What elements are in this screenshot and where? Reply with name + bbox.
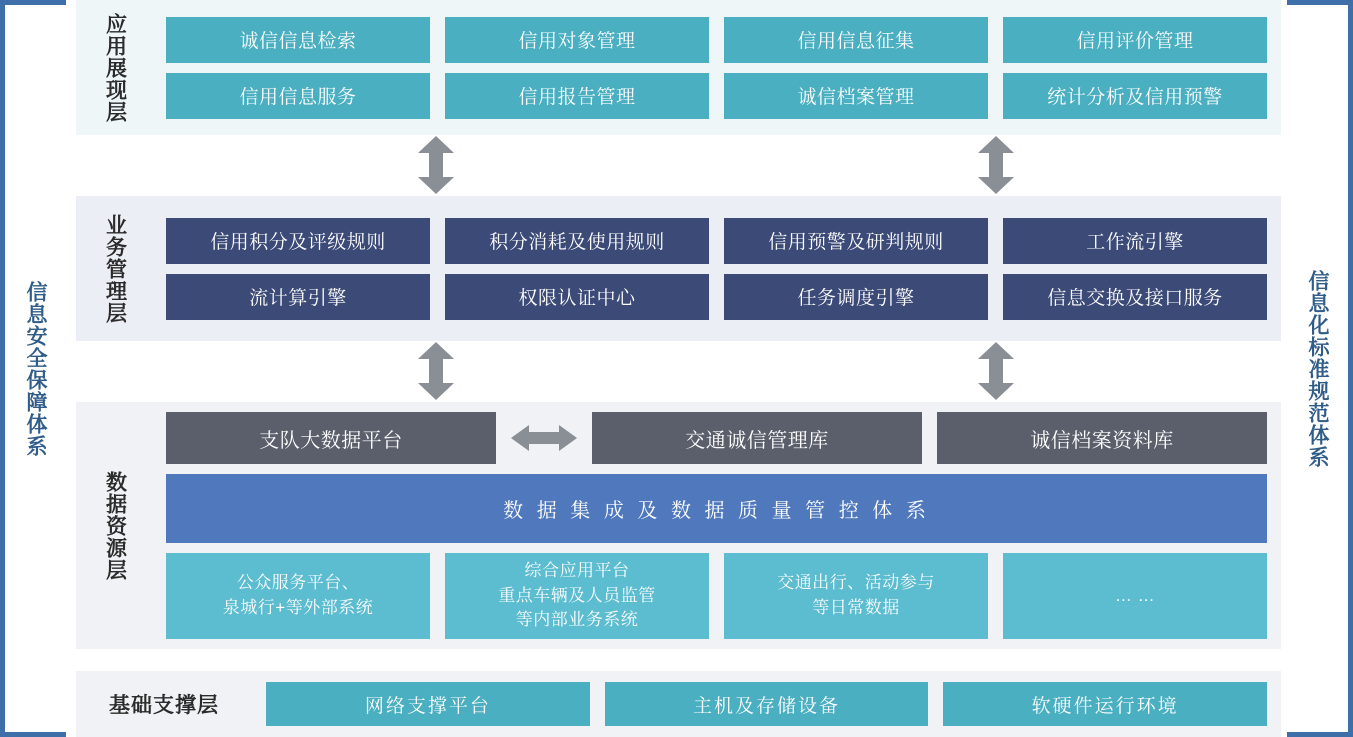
layer-infrastructure (76, 671, 1281, 737)
connector-arrow-app-biz-left (416, 136, 456, 194)
connector-arrow-app-biz-right (976, 136, 1016, 194)
business-module[interactable]: 信息交换及接口服务 (1003, 274, 1267, 320)
right-vertical-band (1287, 0, 1353, 737)
data-source-box[interactable] (166, 553, 430, 639)
app-module[interactable]: 诚信信息检索 (166, 17, 430, 63)
data-source-box-more[interactable] (1003, 553, 1267, 639)
connector-arrow-biz-data-right (976, 342, 1016, 400)
app-module[interactable]: 信用信息征集 (724, 17, 988, 63)
app-module[interactable]: 诚信档案管理 (724, 73, 988, 119)
data-source-box[interactable] (724, 553, 988, 639)
data-source-line: 泉城行+等外部系统 (222, 598, 374, 617)
data-source-line: … … (1114, 585, 1156, 605)
layer-data-resource-label: 数据资源层 (103, 470, 127, 581)
business-module[interactable]: 权限认证中心 (445, 274, 709, 320)
business-module[interactable]: 流计算引擎 (166, 274, 430, 320)
business-row-1 (166, 218, 1267, 264)
left-vertical-band (0, 0, 66, 737)
infrastructure-module[interactable]: 网络支撑平台 (266, 682, 590, 726)
business-module[interactable]: 任务调度引擎 (724, 274, 988, 320)
infrastructure-module[interactable]: 软硬件运行环境 (943, 682, 1267, 726)
business-module[interactable]: 信用预警及研判规则 (724, 218, 988, 264)
app-module[interactable]: 统计分析及信用预警 (1003, 73, 1267, 119)
business-module[interactable]: 信用积分及评级规则 (166, 218, 430, 264)
business-module[interactable]: 积分消耗及使用规则 (445, 218, 709, 264)
application-row-2 (166, 73, 1267, 119)
database-box[interactable]: 支队大数据平台 (166, 412, 496, 464)
layer-data-resource-body (152, 402, 1281, 649)
layer-application-body (152, 0, 1281, 135)
layer-business (76, 196, 1281, 341)
left-vertical-band-label: 信息安全保障体系 (24, 280, 48, 457)
layers-column (76, 0, 1281, 737)
infrastructure-module[interactable]: 主机及存储设备 (605, 682, 929, 726)
business-row-2 (166, 274, 1267, 320)
data-source-row (166, 553, 1267, 639)
database-row (166, 412, 1267, 464)
data-source-line: 等内部业务系统 (515, 610, 639, 630)
app-module[interactable]: 信用信息服务 (166, 73, 430, 119)
layer-infrastructure-body (252, 672, 1281, 736)
app-module[interactable]: 信用对象管理 (445, 17, 709, 63)
layer-data-resource (76, 402, 1281, 649)
application-row-1 (166, 17, 1267, 63)
data-source-box[interactable] (445, 553, 709, 639)
layer-infrastructure-label: 基础支撑层 (109, 694, 219, 717)
layer-application-label-box (76, 0, 152, 135)
layer-application (76, 0, 1281, 135)
database-box[interactable]: 交通诚信管理库 (592, 412, 922, 464)
infrastructure-row (266, 682, 1267, 726)
app-module[interactable]: 信用报告管理 (445, 73, 709, 119)
layer-business-label: 业务管理层 (103, 213, 127, 324)
layer-business-body (152, 196, 1281, 341)
double-arrow-horizontal-icon (511, 423, 577, 453)
data-source-line: 综合应用平台 (524, 561, 630, 581)
layer-application-label: 应用展现层 (103, 12, 127, 123)
data-source-line: 交通出行、活动参与 (777, 573, 935, 593)
layer-data-resource-label-box (76, 402, 152, 649)
right-vertical-band-label: 信息化标准规范体系 (1306, 269, 1330, 468)
connector-arrow-biz-data-left (416, 342, 456, 400)
app-module[interactable]: 信用评价管理 (1003, 17, 1267, 63)
data-source-line: 重点车辆及人员监管 (498, 585, 656, 605)
data-source-line: 公众服务平台、 (236, 573, 360, 593)
data-source-line: 等日常数据 (812, 598, 900, 617)
layer-business-label-box (76, 196, 152, 341)
business-module[interactable]: 工作流引擎 (1003, 218, 1267, 264)
database-box[interactable]: 诚信档案资料库 (937, 412, 1267, 464)
data-integration-bar[interactable]: 数 据 集 成 及 数 据 质 量 管 控 体 系 (166, 474, 1267, 543)
